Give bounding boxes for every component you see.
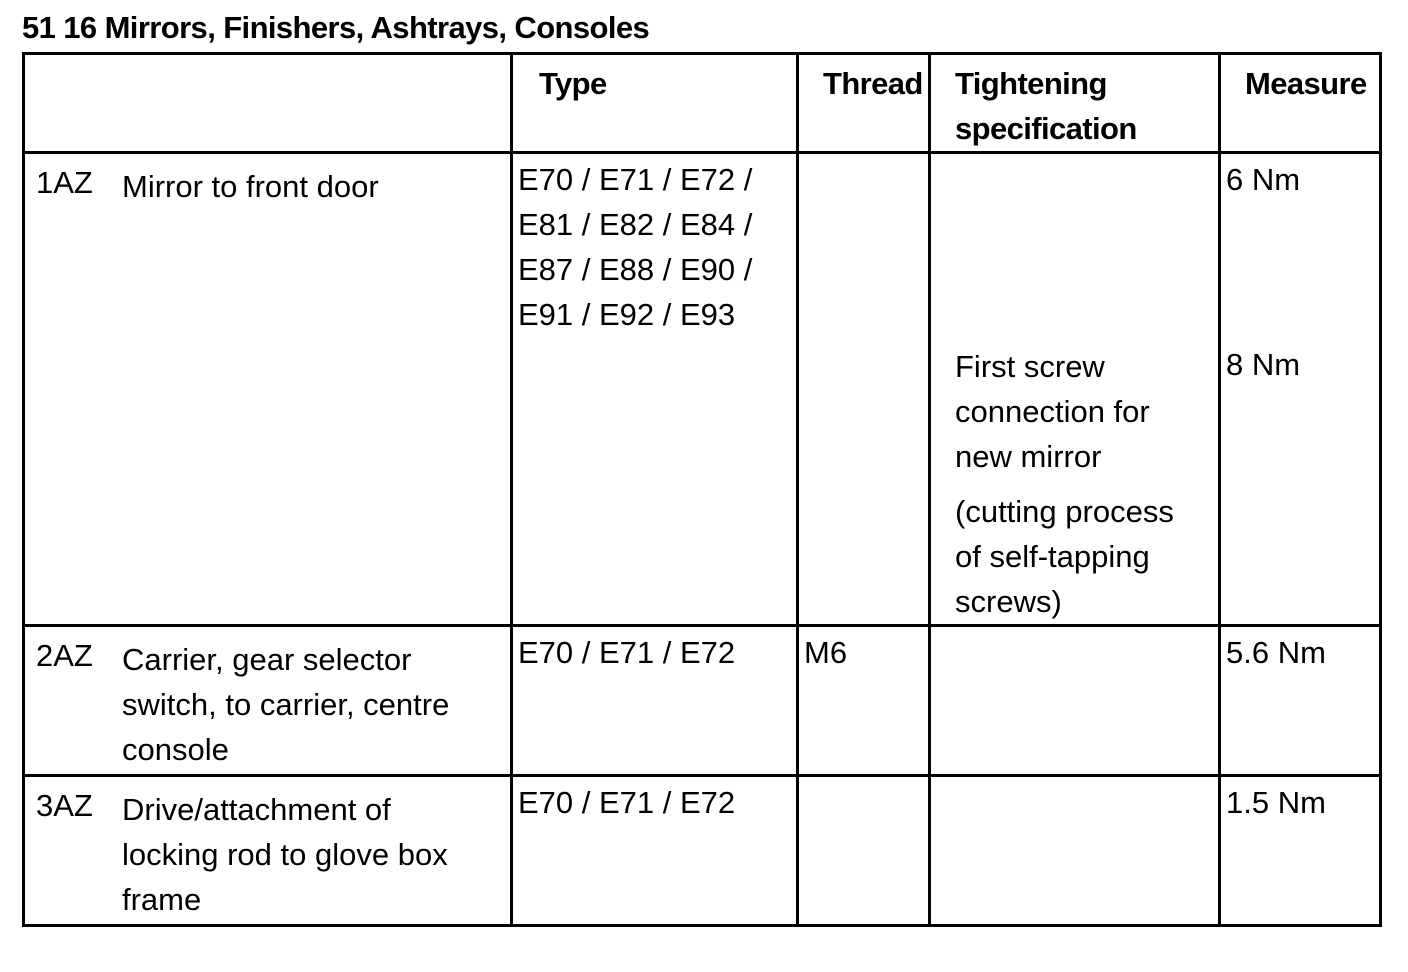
table-row xyxy=(24,776,1381,926)
item-description: Drive/attachment of locking rod to glove box frame xyxy=(122,792,448,917)
tightening-note: First screw connection for new mirror xyxy=(955,349,1150,474)
measure-value: 5.6 Nm xyxy=(1226,635,1326,670)
measure-cell xyxy=(1220,153,1381,626)
thread-cell xyxy=(798,153,930,626)
tightening-note-detail: (cutting process of self-tapping screws) xyxy=(955,494,1174,619)
measure-cell xyxy=(1220,626,1381,776)
type-cell: E70 / E71 / E72 / E81 / E82 / E84 / E87 / E88 / E90 / E91 / E92 / E93 xyxy=(512,153,798,626)
measure-value: 6 Nm xyxy=(1226,162,1301,197)
item-cell xyxy=(24,626,512,776)
header-type: Type xyxy=(512,54,798,153)
header-thread: Thread xyxy=(798,54,930,153)
type-cell: E70 / E71 / E72 xyxy=(512,626,798,776)
header-item xyxy=(24,54,512,153)
item-description: Mirror to front door xyxy=(122,169,379,204)
item-cell xyxy=(24,776,512,926)
item-description: Carrier, gear selector switch, to carrier, centre console xyxy=(122,642,450,767)
torque-spec-table xyxy=(22,52,1382,927)
header-measure: Measure xyxy=(1220,54,1381,153)
tightening-cell xyxy=(930,153,1220,626)
tightening-cell xyxy=(930,776,1220,926)
table-row xyxy=(24,626,1381,776)
header-tightening: Tightening specification xyxy=(930,54,1220,153)
thread-cell xyxy=(798,776,930,926)
measure-value: 8 Nm xyxy=(1226,347,1301,382)
tightening-cell xyxy=(930,626,1220,776)
item-code: 3AZ xyxy=(36,788,93,823)
document-title: 51 16 Mirrors, Finishers, Ashtrays, Consoles xyxy=(22,10,650,45)
measure-cell xyxy=(1220,776,1381,926)
type-cell: E70 / E71 / E72 xyxy=(512,776,798,926)
item-code: 1AZ xyxy=(36,165,93,200)
table-row xyxy=(24,153,1381,626)
item-cell xyxy=(24,153,512,626)
thread-cell: M6 xyxy=(798,626,930,776)
table-header-row xyxy=(24,54,1381,153)
item-code: 2AZ xyxy=(36,638,93,673)
measure-value: 1.5 Nm xyxy=(1226,785,1326,820)
